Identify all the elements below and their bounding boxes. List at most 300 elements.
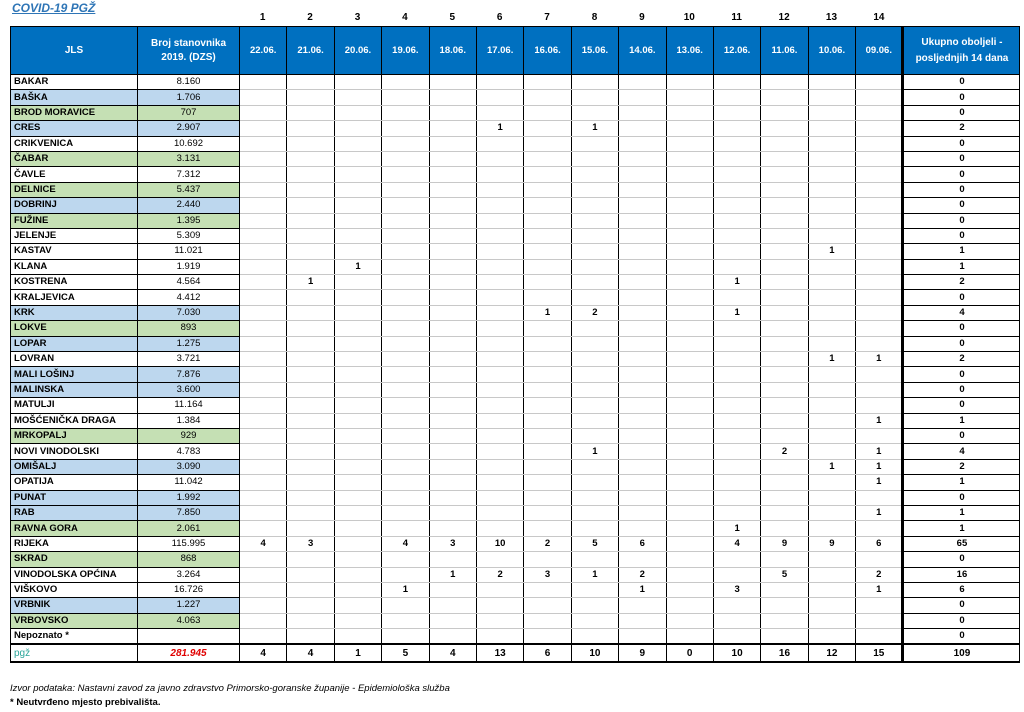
table-row — [11, 244, 1020, 259]
daily-cases-cell: 6 — [856, 536, 903, 551]
daily-cases-cell — [856, 198, 903, 213]
daily-cases-cell — [571, 413, 618, 428]
daily-cases-cell — [524, 244, 571, 259]
daily-cases-cell: 1 — [808, 459, 855, 474]
daily-cases-cell — [808, 521, 855, 536]
daily-cases-cell — [666, 182, 713, 197]
population-cell: 3.264 — [138, 567, 240, 582]
municipality-name: KOSTRENA — [11, 275, 138, 290]
daily-cases-cell — [808, 305, 855, 320]
daily-cases-cell: 6 — [619, 536, 666, 551]
daily-cases-cell — [524, 521, 571, 536]
daily-cases-cell — [761, 105, 808, 120]
daily-cases-cell: 1 — [856, 352, 903, 367]
table-row — [11, 321, 1020, 336]
daily-cases-cell — [571, 475, 618, 490]
daily-cases-cell — [713, 567, 760, 582]
daily-cases-cell — [856, 305, 903, 320]
daily-cases-cell — [619, 444, 666, 459]
table-row — [11, 598, 1020, 613]
total-cases-cell: 0 — [903, 167, 1020, 182]
daily-cases-cell — [287, 413, 334, 428]
population-cell: 16.726 — [138, 582, 240, 597]
daily-cases-cell — [713, 198, 760, 213]
daily-cases-cell — [429, 275, 476, 290]
table-row — [11, 382, 1020, 397]
daily-cases-cell — [429, 552, 476, 567]
daily-cases-cell — [524, 582, 571, 597]
daily-cases-cell — [524, 490, 571, 505]
table-row — [11, 444, 1020, 459]
daily-cases-cell — [240, 259, 287, 274]
table-row — [11, 290, 1020, 305]
daily-cases-cell — [240, 321, 287, 336]
table-row — [11, 121, 1020, 136]
daily-cases-cell — [524, 352, 571, 367]
daily-cases-cell — [334, 182, 381, 197]
daily-cases-cell — [619, 121, 666, 136]
daily-cases-cell — [334, 244, 381, 259]
daily-cases-cell — [240, 552, 287, 567]
municipality-name: KRALJEVICA — [11, 290, 138, 305]
table-row — [11, 259, 1020, 274]
daily-cases-cell — [619, 275, 666, 290]
header-date: 12.06. — [713, 27, 760, 75]
daily-cases-cell — [287, 136, 334, 151]
table-row — [11, 167, 1020, 182]
daily-cases-cell — [334, 105, 381, 120]
daily-cases-cell: 1 — [571, 121, 618, 136]
daily-cases-cell — [287, 182, 334, 197]
daily-cases-cell — [571, 321, 618, 336]
daily-cases-cell — [619, 336, 666, 351]
population-cell: 707 — [138, 105, 240, 120]
daily-cases-cell — [761, 352, 808, 367]
daily-cases-cell — [240, 598, 287, 613]
daily-cases-cell — [808, 475, 855, 490]
daily-cases-cell — [666, 105, 713, 120]
daily-cases-cell — [287, 352, 334, 367]
daily-cases-cell — [713, 167, 760, 182]
population-cell: 4.412 — [138, 290, 240, 305]
daily-cases-cell — [856, 598, 903, 613]
daily-cases-cell — [808, 167, 855, 182]
municipality-name: ČABAR — [11, 151, 138, 166]
daily-cases-cell — [571, 136, 618, 151]
daily-cases-cell — [666, 598, 713, 613]
daily-cases-cell — [856, 151, 903, 166]
daily-total-cell: 13 — [476, 644, 523, 662]
daily-cases-cell — [382, 90, 429, 105]
population-cell: 3.131 — [138, 151, 240, 166]
daily-cases-cell — [666, 167, 713, 182]
daily-cases-cell — [761, 459, 808, 474]
table-row — [11, 505, 1020, 520]
daily-cases-cell — [334, 567, 381, 582]
daily-cases-cell — [287, 582, 334, 597]
daily-cases-cell — [476, 459, 523, 474]
daily-cases-cell — [619, 105, 666, 120]
population-cell: 7.850 — [138, 505, 240, 520]
daily-cases-cell — [240, 167, 287, 182]
daily-cases-cell — [382, 475, 429, 490]
total-cases-cell: 0 — [903, 428, 1020, 443]
population-cell: 4.564 — [138, 275, 240, 290]
population-cell: 11.164 — [138, 398, 240, 413]
daily-cases-cell — [666, 213, 713, 228]
daily-cases-cell — [808, 428, 855, 443]
daily-cases-cell — [287, 244, 334, 259]
daily-cases-cell — [571, 490, 618, 505]
daily-cases-cell — [761, 428, 808, 443]
daily-cases-cell — [666, 198, 713, 213]
daily-cases-cell — [287, 598, 334, 613]
daily-cases-cell — [808, 598, 855, 613]
daily-cases-cell — [713, 382, 760, 397]
daily-cases-cell — [571, 398, 618, 413]
column-number: 12 — [778, 12, 790, 23]
daily-cases-cell — [476, 336, 523, 351]
municipality-name: MATULJI — [11, 398, 138, 413]
daily-cases-cell — [240, 613, 287, 628]
daily-cases-cell — [240, 521, 287, 536]
daily-cases-cell — [808, 228, 855, 243]
total-cases-cell: 0 — [903, 198, 1020, 213]
daily-cases-cell: 2 — [761, 444, 808, 459]
daily-cases-cell — [240, 336, 287, 351]
total-cases-cell: 2 — [903, 352, 1020, 367]
daily-cases-cell — [287, 259, 334, 274]
header-date: 20.06. — [334, 27, 381, 75]
daily-cases-cell — [287, 444, 334, 459]
daily-cases-cell — [382, 275, 429, 290]
daily-cases-cell — [713, 244, 760, 259]
table-row — [11, 90, 1020, 105]
daily-cases-cell — [666, 259, 713, 274]
daily-cases-cell — [666, 398, 713, 413]
daily-cases-cell — [240, 75, 287, 90]
total-cases-cell: 0 — [903, 321, 1020, 336]
daily-cases-cell — [287, 521, 334, 536]
daily-cases-cell — [666, 321, 713, 336]
daily-cases-cell: 2 — [571, 305, 618, 320]
daily-cases-cell — [808, 121, 855, 136]
daily-cases-cell — [713, 136, 760, 151]
daily-cases-cell — [666, 228, 713, 243]
daily-cases-cell — [713, 459, 760, 474]
daily-cases-cell — [856, 75, 903, 90]
total-cases-cell: 0 — [903, 613, 1020, 628]
daily-cases-cell — [856, 290, 903, 305]
daily-cases-cell — [524, 121, 571, 136]
daily-cases-cell — [382, 459, 429, 474]
daily-cases-cell — [713, 444, 760, 459]
table-header-row — [11, 27, 1020, 75]
total-cases-cell: 1 — [903, 521, 1020, 536]
daily-cases-cell — [240, 398, 287, 413]
daily-cases-cell — [429, 521, 476, 536]
daily-cases-cell: 3 — [429, 536, 476, 551]
daily-cases-cell — [524, 321, 571, 336]
daily-cases-cell — [429, 182, 476, 197]
table-row — [11, 613, 1020, 628]
daily-cases-cell — [382, 398, 429, 413]
daily-cases-cell — [429, 75, 476, 90]
daily-cases-cell — [429, 136, 476, 151]
daily-cases-cell — [429, 475, 476, 490]
population-cell: 7.876 — [138, 367, 240, 382]
daily-cases-cell — [240, 121, 287, 136]
daily-cases-cell — [808, 321, 855, 336]
column-number: 8 — [591, 12, 598, 23]
daily-cases-cell — [429, 459, 476, 474]
daily-cases-cell — [240, 151, 287, 166]
population-cell: 1.227 — [138, 598, 240, 613]
municipality-name: MALI LOŠINJ — [11, 367, 138, 382]
daily-cases-cell — [382, 567, 429, 582]
daily-cases-cell — [761, 136, 808, 151]
daily-cases-cell — [808, 105, 855, 120]
daily-cases-cell — [666, 490, 713, 505]
daily-cases-cell — [382, 136, 429, 151]
daily-cases-cell — [761, 90, 808, 105]
daily-total-cell: 9 — [619, 644, 666, 662]
daily-cases-cell — [524, 198, 571, 213]
municipality-name: RIJEKA — [11, 536, 138, 551]
daily-cases-cell — [476, 490, 523, 505]
daily-cases-cell — [571, 505, 618, 520]
daily-cases-cell — [334, 613, 381, 628]
daily-cases-cell — [240, 567, 287, 582]
daily-cases-cell — [761, 552, 808, 567]
daily-cases-cell: 10 — [476, 536, 523, 551]
daily-cases-cell — [666, 536, 713, 551]
daily-cases-cell — [382, 382, 429, 397]
daily-cases-cell: 1 — [856, 505, 903, 520]
daily-cases-cell — [761, 490, 808, 505]
daily-cases-cell — [619, 151, 666, 166]
daily-cases-cell: 4 — [240, 536, 287, 551]
daily-cases-cell — [334, 536, 381, 551]
population-cell: 10.692 — [138, 136, 240, 151]
daily-cases-cell — [334, 505, 381, 520]
daily-cases-cell — [571, 613, 618, 628]
daily-cases-cell — [666, 90, 713, 105]
header-date: 11.06. — [761, 27, 808, 75]
daily-cases-cell — [287, 490, 334, 505]
daily-cases-cell: 1 — [713, 275, 760, 290]
daily-cases-cell: 1 — [287, 275, 334, 290]
daily-cases-cell — [334, 213, 381, 228]
daily-cases-cell — [571, 105, 618, 120]
daily-cases-cell — [761, 275, 808, 290]
daily-cases-cell — [287, 567, 334, 582]
daily-cases-cell — [713, 552, 760, 567]
daily-cases-cell — [429, 413, 476, 428]
table-row — [11, 275, 1020, 290]
total-cases-cell: 6 — [903, 582, 1020, 597]
daily-cases-cell — [619, 90, 666, 105]
daily-cases-cell — [761, 582, 808, 597]
daily-cases-cell — [619, 552, 666, 567]
daily-cases-cell — [382, 552, 429, 567]
municipality-name: CRES — [11, 121, 138, 136]
total-cases-cell: 1 — [903, 475, 1020, 490]
daily-cases-cell: 4 — [713, 536, 760, 551]
population-cell: 929 — [138, 428, 240, 443]
total-cases-cell: 1 — [903, 413, 1020, 428]
daily-cases-cell — [619, 290, 666, 305]
population-cell: 5.437 — [138, 182, 240, 197]
daily-cases-cell: 1 — [524, 305, 571, 320]
daily-cases-cell — [476, 275, 523, 290]
daily-cases-cell — [334, 290, 381, 305]
daily-cases-cell — [856, 336, 903, 351]
daily-cases-cell — [334, 336, 381, 351]
daily-cases-cell — [287, 552, 334, 567]
daily-cases-cell — [334, 121, 381, 136]
daily-cases-cell — [619, 398, 666, 413]
daily-cases-cell — [524, 398, 571, 413]
daily-cases-cell — [287, 459, 334, 474]
daily-cases-cell — [240, 490, 287, 505]
municipality-name: BAŠKA — [11, 90, 138, 105]
daily-total-cell: 15 — [856, 644, 903, 662]
total-cases-cell: 0 — [903, 398, 1020, 413]
daily-cases-cell — [808, 613, 855, 628]
daily-cases-cell — [429, 290, 476, 305]
daily-cases-cell — [334, 275, 381, 290]
daily-cases-cell — [666, 121, 713, 136]
daily-cases-cell — [334, 459, 381, 474]
daily-cases-cell — [476, 198, 523, 213]
municipality-name: KASTAV — [11, 244, 138, 259]
daily-cases-cell — [619, 305, 666, 320]
daily-cases-cell — [619, 629, 666, 645]
table-row — [11, 475, 1020, 490]
daily-cases-cell — [287, 336, 334, 351]
daily-cases-cell — [429, 613, 476, 628]
municipality-name: Nepoznato * — [11, 629, 138, 645]
daily-cases-cell — [476, 244, 523, 259]
municipality-name: SKRAD — [11, 552, 138, 567]
daily-cases-cell — [761, 167, 808, 182]
daily-cases-cell — [761, 182, 808, 197]
daily-cases-cell — [856, 367, 903, 382]
daily-cases-cell — [761, 305, 808, 320]
population-cell: 2.061 — [138, 521, 240, 536]
total-cases-cell: 0 — [903, 552, 1020, 567]
daily-cases-cell — [666, 444, 713, 459]
daily-cases-cell — [524, 475, 571, 490]
daily-cases-cell — [524, 367, 571, 382]
daily-cases-cell — [619, 75, 666, 90]
municipality-name: ČAVLE — [11, 167, 138, 182]
daily-cases-cell — [713, 228, 760, 243]
daily-cases-cell — [808, 398, 855, 413]
municipality-name: NOVI VINODOLSKI — [11, 444, 138, 459]
page-title: COVID-19 PGŽ — [12, 1, 96, 15]
daily-cases-cell — [808, 151, 855, 166]
table-row — [11, 213, 1020, 228]
daily-cases-cell — [619, 167, 666, 182]
municipality-name: DOBRINJ — [11, 198, 138, 213]
daily-cases-cell — [524, 136, 571, 151]
daily-cases-cell — [476, 475, 523, 490]
daily-cases-cell — [287, 198, 334, 213]
daily-cases-cell — [666, 75, 713, 90]
daily-cases-cell — [666, 244, 713, 259]
municipality-name: OMIŠALJ — [11, 459, 138, 474]
total-cases-cell: 0 — [903, 336, 1020, 351]
daily-cases-cell — [856, 244, 903, 259]
table-row — [11, 521, 1020, 536]
municipality-name: VINODOLSKA OPĆINA — [11, 567, 138, 582]
daily-cases-cell — [571, 521, 618, 536]
daily-cases-cell — [429, 228, 476, 243]
daily-cases-cell — [334, 382, 381, 397]
population-cell: 2.907 — [138, 121, 240, 136]
daily-cases-cell — [287, 105, 334, 120]
daily-cases-cell — [287, 228, 334, 243]
daily-cases-cell — [808, 182, 855, 197]
daily-cases-cell — [856, 167, 903, 182]
daily-cases-cell — [240, 413, 287, 428]
daily-cases-cell — [240, 275, 287, 290]
daily-cases-cell — [334, 321, 381, 336]
daily-cases-cell: 1 — [856, 444, 903, 459]
daily-cases-cell — [571, 198, 618, 213]
daily-cases-cell — [240, 459, 287, 474]
daily-cases-cell — [571, 213, 618, 228]
daily-cases-cell — [287, 213, 334, 228]
daily-cases-cell — [713, 613, 760, 628]
total-cases-cell: 0 — [903, 90, 1020, 105]
daily-cases-cell — [713, 75, 760, 90]
daily-cases-cell — [287, 382, 334, 397]
total-cases-cell: 1 — [903, 505, 1020, 520]
daily-cases-cell — [713, 151, 760, 166]
population-cell: 3.600 — [138, 382, 240, 397]
daily-cases-cell — [761, 198, 808, 213]
daily-cases-cell — [808, 490, 855, 505]
daily-cases-cell — [287, 290, 334, 305]
daily-cases-cell — [619, 505, 666, 520]
daily-cases-cell: 9 — [761, 536, 808, 551]
daily-cases-cell — [287, 90, 334, 105]
column-number: 5 — [449, 12, 456, 23]
daily-cases-cell — [382, 167, 429, 182]
table-row — [11, 367, 1020, 382]
daily-total-cell: 10 — [571, 644, 618, 662]
daily-cases-cell — [334, 629, 381, 645]
daily-cases-cell — [713, 105, 760, 120]
municipality-name: MALINSKA — [11, 382, 138, 397]
daily-cases-cell — [334, 398, 381, 413]
daily-cases-cell — [761, 598, 808, 613]
table-body — [11, 75, 1020, 645]
daily-cases-cell — [429, 428, 476, 443]
municipality-name: CRIKVENICA — [11, 136, 138, 151]
daily-cases-cell — [524, 228, 571, 243]
population-cell: 2.440 — [138, 198, 240, 213]
total-cases-cell: 1 — [903, 244, 1020, 259]
total-cases-cell: 0 — [903, 490, 1020, 505]
header-date: 10.06. — [808, 27, 855, 75]
column-number: 3 — [354, 12, 361, 23]
table-row — [11, 305, 1020, 320]
daily-cases-cell — [619, 244, 666, 259]
